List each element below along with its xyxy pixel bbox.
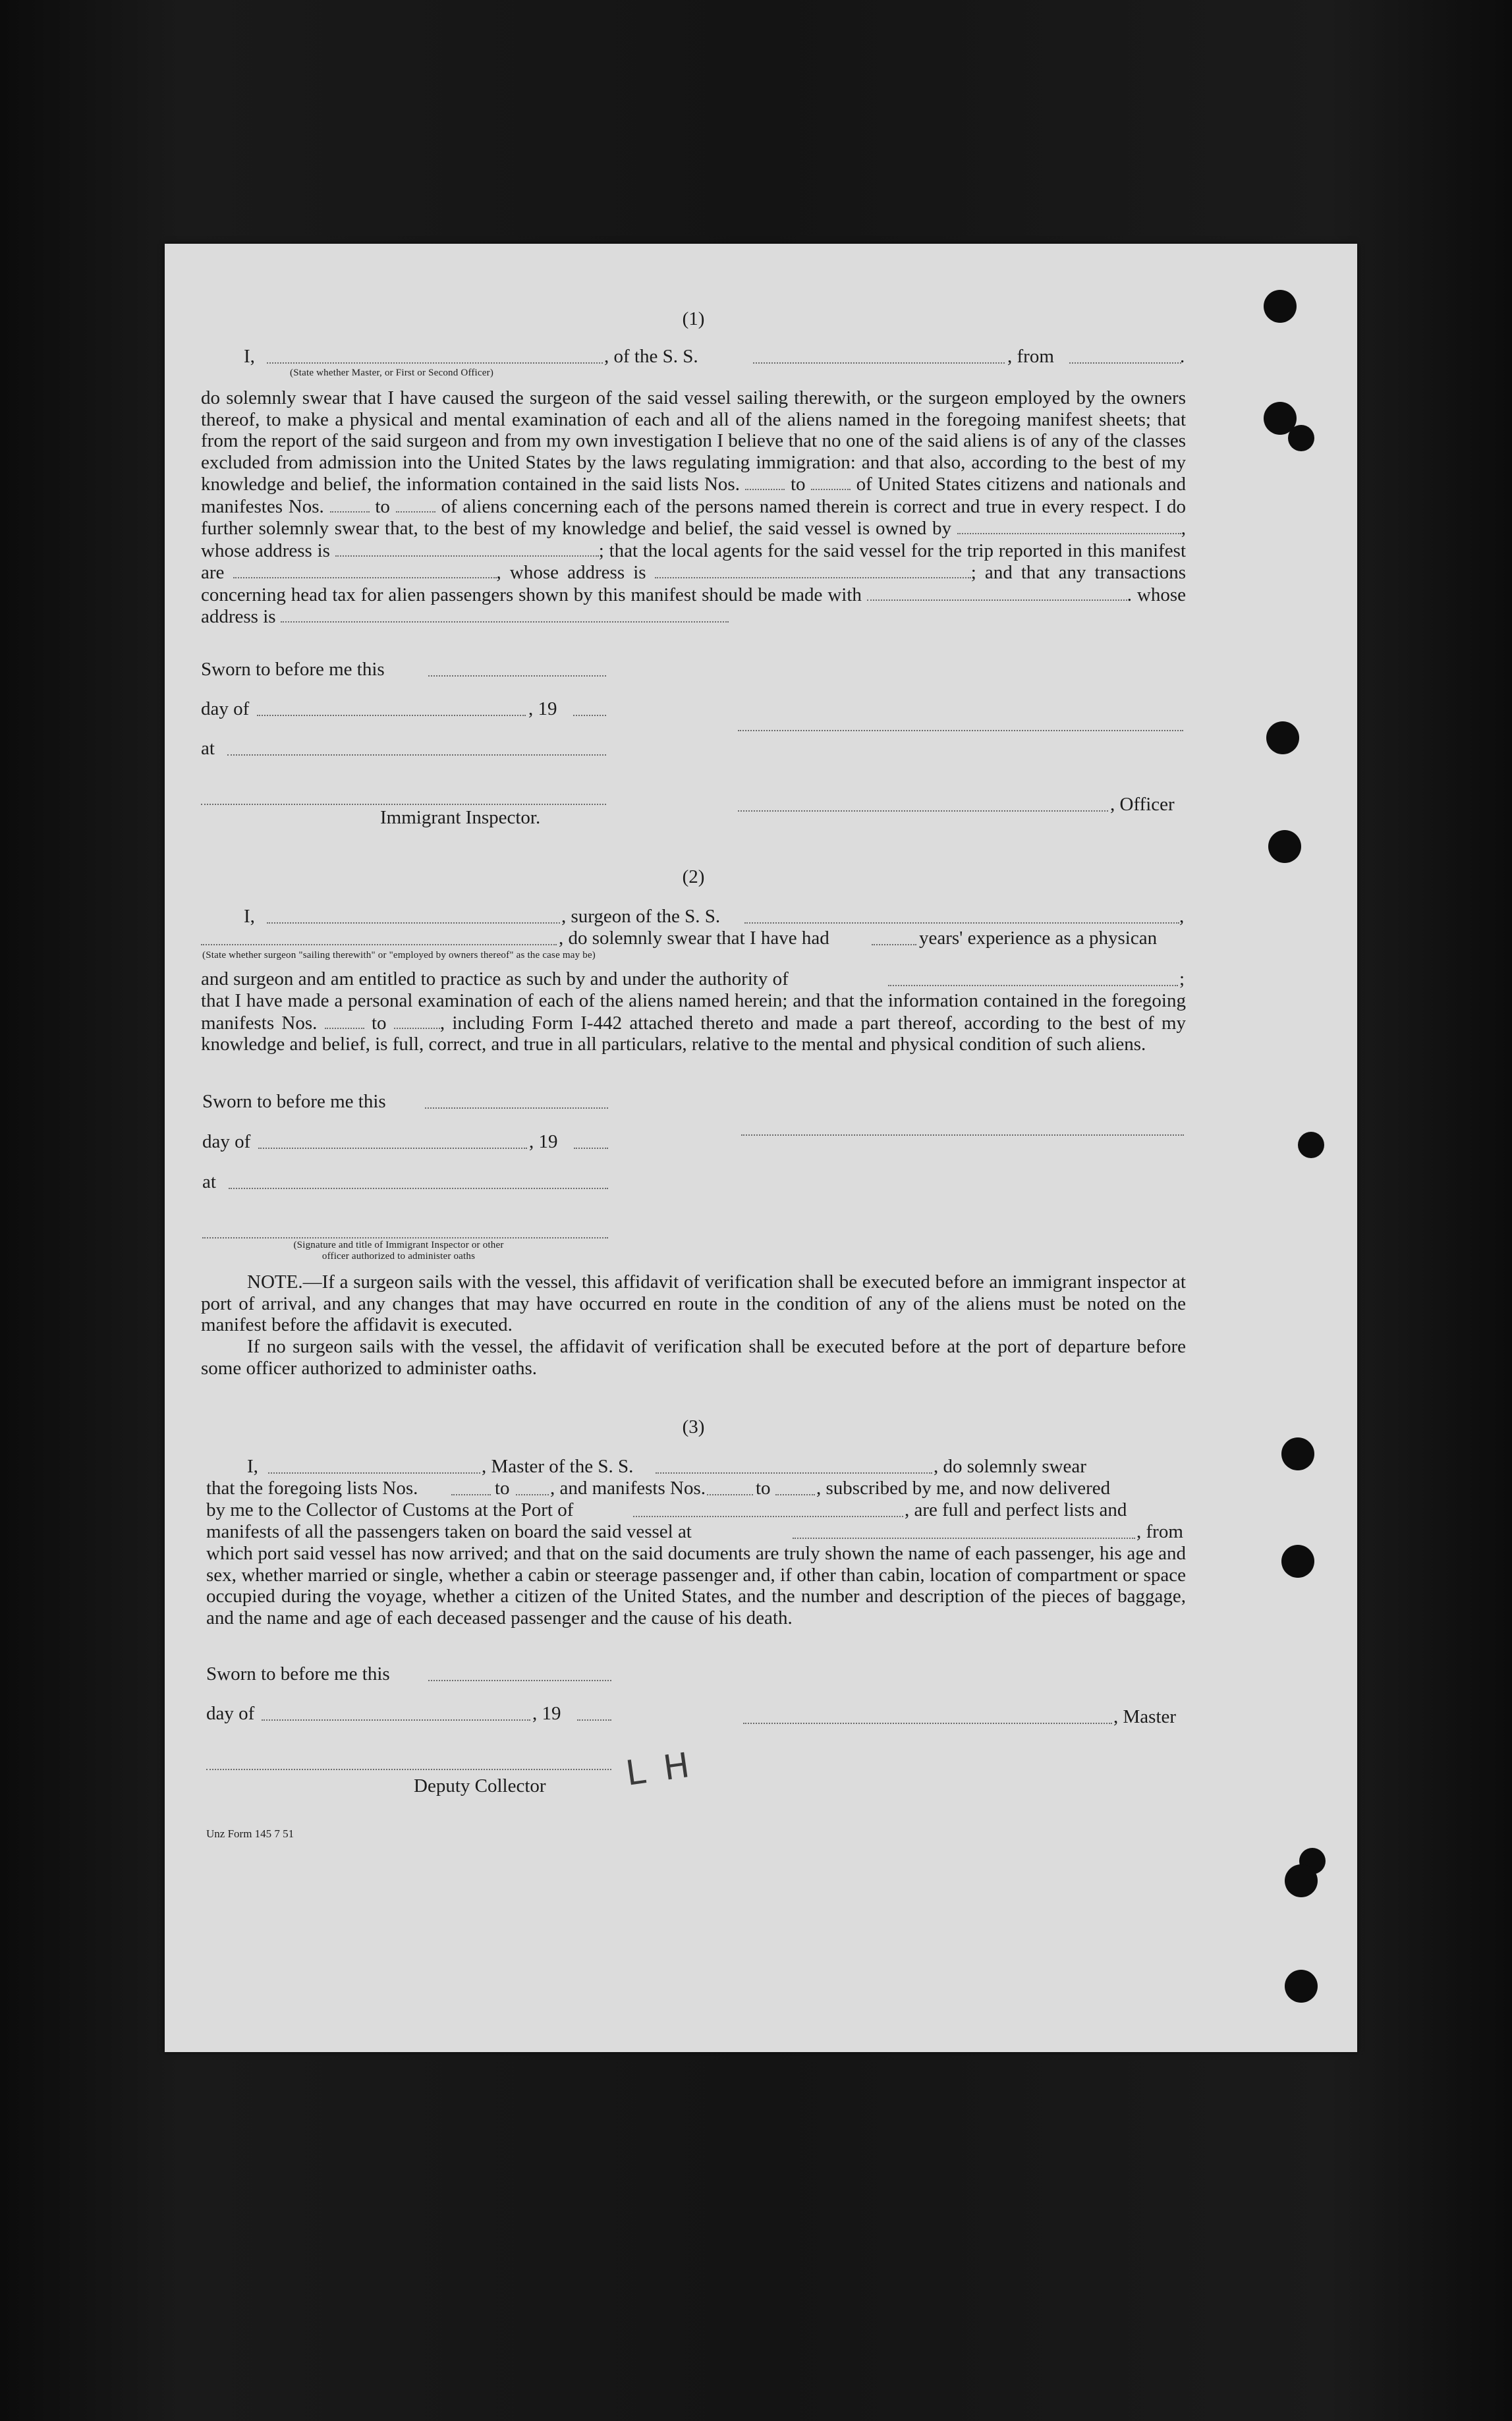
authority-field[interactable] [888, 985, 1178, 986]
to-label: to [756, 1478, 771, 1499]
master-name-field[interactable] [268, 1472, 480, 1474]
day-of-field[interactable] [258, 1148, 527, 1149]
surgeon-signature-field[interactable] [741, 1134, 1184, 1136]
punch-hole [1266, 721, 1299, 754]
owner-field[interactable] [957, 517, 1181, 534]
at-label: at [202, 1171, 216, 1192]
comma: , [1179, 906, 1185, 927]
head-tax-field[interactable] [867, 584, 1127, 601]
at-field[interactable] [229, 1188, 608, 1189]
subscribed-label: , subscribed by me, and now delivered [816, 1478, 1111, 1499]
whose-address-label: whose address is [201, 584, 1187, 627]
signature-note-line: (Signature and title of Immigrant Inspector or other [293, 1240, 504, 1250]
to-label: to [375, 495, 390, 517]
authority-label: and surgeon and am entitled to practice as such by and under the authority of [201, 968, 789, 989]
year-label: , 19 [528, 698, 557, 719]
lists-to-field[interactable] [516, 1494, 549, 1495]
period: . [1180, 346, 1185, 367]
sworn-label: Sworn to before me this [202, 1091, 386, 1112]
body-text-a: that I have made a personal examination of each of the aliens named herein; and that the information contained in the foregoing manifests Nos. [201, 990, 1186, 1034]
section-2-body [201, 990, 1186, 1055]
sworn-date-field[interactable] [425, 1107, 608, 1109]
agents-address-field[interactable] [655, 561, 971, 578]
lists-to-field[interactable] [811, 473, 851, 490]
lists-label: that the foregoing lists Nos. [206, 1478, 418, 1499]
vessel-name-field[interactable] [753, 362, 1005, 364]
at-field[interactable] [227, 754, 606, 756]
vessel-name-field[interactable] [656, 1472, 932, 1474]
from-label: , from [1136, 1521, 1183, 1542]
to-label: to [791, 474, 806, 495]
section-3-number: (3) [682, 1416, 705, 1437]
body-text-c: of aliens concerning each of the persons named therein is correct and true in every respect. I do further solemnly swear that, to the best of my knowledge and belief, the said vessel is owned by [201, 495, 1187, 539]
to-label: to [371, 1012, 387, 1034]
inspector-signature-field[interactable] [202, 1237, 608, 1238]
surgeon-status-note: (State whether surgeon "sailing therewith" or "employed by owners thereof" as the case may be) [202, 950, 596, 960]
section-1-body: do solemnly swear that I have caused the surgeon of the said vessel sailing therewith, or the surgeon employed by the owners thereof, to make a physical and mental examination of each and all of the aliens named in the foregoing manifest sheets; that from the report of the said surgeon and from my own investigation I believe that no one of the said aliens is of any of the classes excluded from admission into the United States by the laws regulating immigration: and that also, according to the best of my knowledge and belief, the information contained in the said lists Nos. to of United States citizens and nationals and manifestes Nos. to of aliens concerning each of the persons named therein is correct and true in every respect. I do further solemnly swear that, to the best of my knowledge and belief, the said vessel is owned by , whose address is ; that the local agents for the said vessel for the trip reported in this manifest are , whose address is ; and that any transactions concerning head tax for alien passengers shown by this manifest should be made with . whose address is [201, 387, 1187, 627]
form-sheet [165, 244, 1357, 2052]
years-label: years' experience as a physican [919, 928, 1158, 949]
manifests-to-field[interactable] [394, 1012, 440, 1029]
day-of-label: day of [206, 1703, 255, 1724]
manifests-from-field[interactable] [325, 1012, 364, 1029]
sworn-date-field[interactable] [428, 1680, 611, 1681]
section-2-number: (2) [682, 866, 705, 887]
surgeon-of-label: , surgeon of the S. S. [561, 906, 721, 927]
signature-note [227, 1240, 570, 1262]
deputy-collector-label: Deputy Collector [414, 1775, 546, 1796]
note-paragraph-1: NOTE.—If a surgeon sails with the vessel, this affidavit of verification shall be executed before an immigrant inspector at port of arrival, and any changes that may have occurred en route in the condition of any of the aliens must be noted on the manifest before the affidavit is executed. [201, 1271, 1186, 1335]
semicolon: ; [1179, 968, 1185, 989]
swear-label: , do solemnly swear that I have had [559, 928, 829, 949]
sworn-label: Sworn to before me this [201, 659, 385, 680]
punch-hole [1281, 1545, 1314, 1578]
owner-address-field[interactable] [335, 540, 599, 557]
sworn-date-field[interactable] [428, 675, 606, 677]
at-label: at [201, 738, 215, 759]
local-agents-text: ; that the local agents for the said vessel for the trip reported in this manifest are [201, 540, 1187, 583]
section-1-i: I, [244, 346, 255, 367]
section-2-i: I, [244, 906, 255, 927]
collector-label: by me to the Collector of Customs at the Port of [206, 1499, 574, 1520]
whose-address-label: , whose address is [201, 518, 1186, 561]
officer-label: , Officer [1110, 794, 1175, 815]
punch-hole [1285, 1864, 1318, 1897]
master-title-note: (State whether Master, or First or Second Officer) [290, 368, 494, 378]
punch-hole [1268, 830, 1301, 863]
year-field[interactable] [574, 1148, 608, 1149]
form-number: Unz Form 145 7 51 [206, 1827, 294, 1840]
whose-address-label: , whose address is [496, 562, 646, 583]
transactions-text: ; and that any transactions concerning head tax for alien passengers shown by this manifest should be made with [201, 562, 1186, 605]
punch-hole [1285, 1970, 1318, 2003]
master-signature-field[interactable] [743, 1723, 1112, 1724]
punch-hole [1298, 1132, 1324, 1158]
manifests-to-field[interactable] [775, 1494, 815, 1495]
punch-hole [1281, 1437, 1314, 1470]
body-text-b: , including Form I-442 attached thereto and made a part thereof, according to the best of my knowledge and belief, is full, correct, and true in all particulars, relative to the mental and physical condition of such aliens. [201, 1012, 1187, 1055]
lists-from-field[interactable] [745, 473, 785, 490]
sworn-label: Sworn to before me this [206, 1663, 390, 1684]
body-text-a: do solemnly swear that I have caused the surgeon of the said vessel sailing therewith, or the surgeon employed by the owners thereof, to make a physical and mental examination of each and all of the aliens named in the foregoing manifest sheets; that from the report of the said surgeon and from my own investigation I believe that no one of the said aliens is of any of the classes excluded from admission into the United States by the laws regulating immigration: and that also, according to the best of my knowledge and belief, the information contained in the said lists Nos. [201, 387, 1186, 495]
master-name-field[interactable] [267, 362, 603, 364]
manifests-label: , and manifests Nos. [550, 1478, 706, 1499]
note-paragraph-2: If no surgeon sails with the vessel, the affidavit of verification shall be executed before at the port of departure before some officer authorized to administer oaths. [201, 1336, 1186, 1379]
year-field[interactable] [573, 715, 606, 716]
master-label: , Master [1113, 1706, 1177, 1727]
lists-from-field[interactable] [451, 1494, 491, 1495]
punch-hole [1288, 425, 1314, 451]
body-text-b: of United States citizens and nationals and manifestes Nos. [201, 474, 1187, 517]
manifests-from-field[interactable] [330, 495, 370, 513]
section-1-number: (1) [682, 308, 705, 329]
section-3-body: which port said vessel has now arrived; and that on the said documents are truly shown the name of each passenger, his age and sex, whether married or single, whether a cabin or steerage passenger and, if other than cabin, location of compartment or space occupied during the voyage, whether a citizen of the United States, and the number and description of the pieces of baggage, and the name and age of each deceased passenger and the cause of his death. [206, 1543, 1186, 1628]
year-field[interactable] [577, 1719, 611, 1721]
surgeon-name-field[interactable] [267, 922, 560, 924]
surgeon-vessel-field[interactable] [744, 922, 1179, 924]
manifests-to-field[interactable] [396, 495, 435, 513]
day-of-label: day of [201, 698, 250, 719]
day-of-label: day of [202, 1131, 251, 1152]
manifests-from-field[interactable] [707, 1494, 753, 1495]
to-label: to [495, 1478, 510, 1499]
officer-signature-field-1[interactable] [738, 730, 1183, 731]
day-of-field[interactable] [257, 715, 526, 716]
embarkation-port-field[interactable] [793, 1538, 1135, 1539]
year-label: , 19 [532, 1703, 561, 1724]
swear-label: , do solemnly swear [934, 1456, 1086, 1477]
year-label: , 19 [529, 1131, 558, 1152]
from-port-field[interactable] [1069, 362, 1181, 364]
master-of-label: , Master of the S. S. [482, 1456, 634, 1477]
from-label: , from [1007, 346, 1054, 367]
inspector-signature-field[interactable] [201, 804, 606, 805]
agents-field[interactable] [233, 561, 497, 578]
inspector-label: Immigrant Inspector. [380, 807, 541, 828]
manifests-all-label: manifests of all the passengers taken on board the said vessel at [206, 1521, 692, 1542]
officer-signature-field-2[interactable] [738, 810, 1108, 812]
full-lists-label: , are full and perfect lists and [905, 1499, 1127, 1520]
years-field[interactable] [872, 944, 916, 945]
head-tax-address-field[interactable] [281, 605, 729, 623]
handwritten-mark: L H [623, 1745, 696, 1794]
port-field[interactable] [633, 1516, 903, 1517]
of-ss-label: , of the S. S. [604, 346, 698, 367]
section-3-i: I, [247, 1456, 258, 1477]
day-of-field[interactable] [262, 1719, 530, 1721]
surgeon-status-field[interactable] [201, 944, 557, 945]
signature-note-line: officer authorized to administer oaths [322, 1251, 476, 1262]
collector-signature-field[interactable] [206, 1769, 611, 1770]
punch-hole [1264, 290, 1297, 323]
